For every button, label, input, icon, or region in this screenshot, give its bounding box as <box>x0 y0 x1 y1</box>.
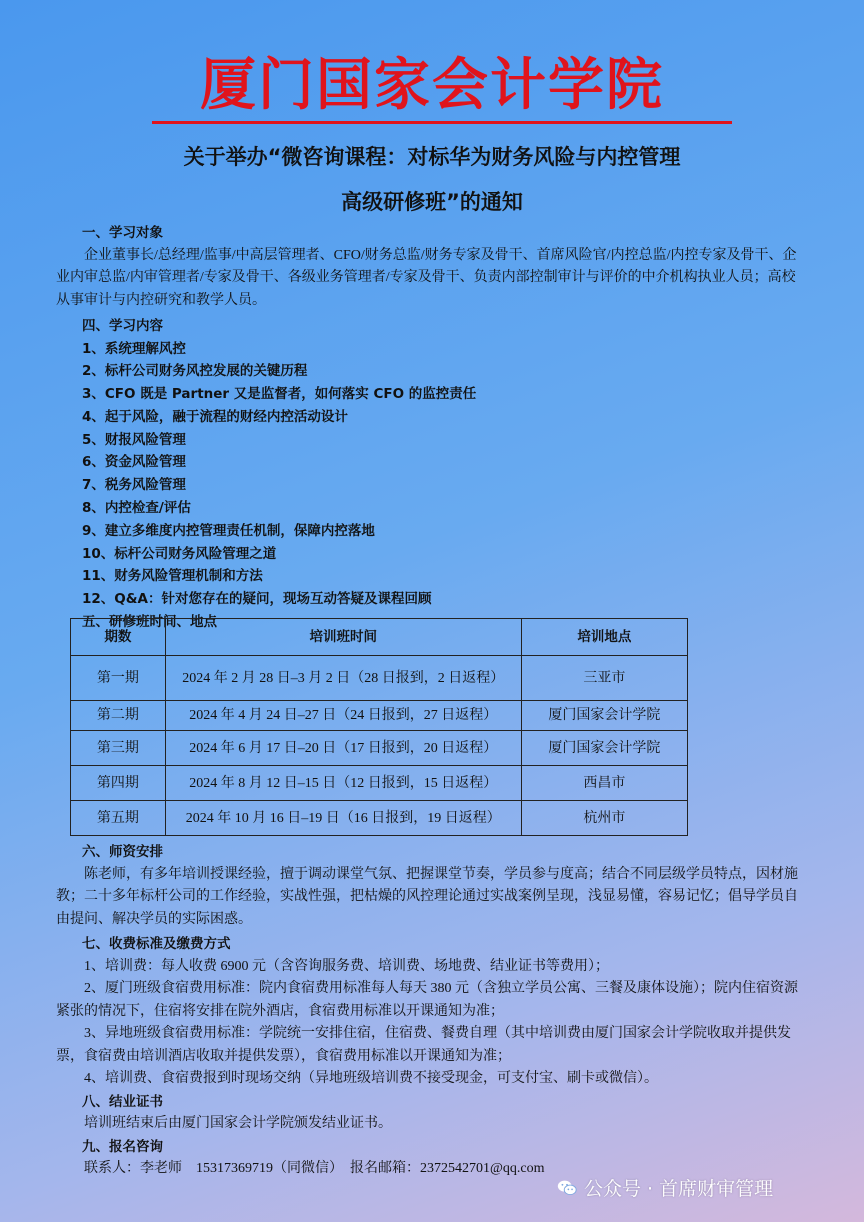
section-heading-registration: 九、报名咨询 <box>82 1138 163 1155</box>
section-heading-certificate: 八、结业证书 <box>82 1093 163 1110</box>
column-header: 期数 <box>71 619 166 656</box>
table-row <box>71 731 688 766</box>
location-cell: 西昌市 <box>521 766 687 801</box>
instructor-text: 陈老师，有多年培训授课经验，擅于调动课堂气氛、把握课堂节奏，学员参与度高；结合不同层级学员特点，因材施教；二十多年标杆公司的工作经验，实战性强，把枯燥的风控理论通过实战案例呈现，浅显易懂，容易记忆；倡导学员自由提问、解决学员的实际困惑。 <box>56 866 798 927</box>
certificate-text: 培训班结束后由厦门国家会计学院颁发结业证书。 <box>84 1116 392 1131</box>
list-item: 9、建立多维度内控管理责任机制，保障内控落地 <box>82 522 375 539</box>
list-item: 1、系统理解风控 <box>82 340 186 357</box>
list-item: 7、税务风险管理 <box>82 477 186 494</box>
list-item: 5、财报风险管理 <box>82 431 186 448</box>
location-cell: 厦门国家会计学院 <box>521 731 687 766</box>
title-divider <box>152 121 732 124</box>
course-content-list <box>56 338 808 612</box>
location-cell: 三亚市 <box>521 656 687 701</box>
table-row <box>71 766 688 801</box>
contact-text: 联系人：李老师 15317369719（同微信） 报名邮箱：2372542701@qq.com <box>84 1161 545 1176</box>
list-item: 10、标杆公司财务风险管理之道 <box>82 545 277 562</box>
table-row <box>71 801 688 836</box>
list-item: 8、内控检查/评估 <box>82 500 191 517</box>
session-cell: 第一期 <box>71 656 166 701</box>
location-cell: 杭州市 <box>521 801 687 836</box>
notice-body-upper <box>56 222 808 634</box>
location-cell: 厦门国家会计学院 <box>521 701 687 731</box>
notice-title-line2: 高级研修班”的通知 <box>341 190 523 214</box>
table-row <box>71 701 688 731</box>
fee-item: 2、厦门班级食宿费用标准：院内食宿费用标准每人每天 380 元（含独立学员公寓、三餐及康体设施）；院内住宿资源紧张的情况下，住宿将安排在院外酒店，食宿费用标准以开课通知为准； <box>56 981 798 1019</box>
dates-cell: 2024 年 8 月 12 日–15 日（12 日报到，15 日返程） <box>165 766 521 801</box>
section-heading-instructor: 六、师资安排 <box>82 844 163 860</box>
list-item: 6、资金风险管理 <box>82 454 186 471</box>
watermark <box>556 1175 846 1203</box>
session-cell: 第五期 <box>71 801 166 836</box>
fee-item: 1、培训费：每人收费 6900 元（含咨询服务费、培训费、场地费、结业证书等费用）； <box>84 958 609 974</box>
notice-body-lower <box>56 841 808 1181</box>
session-cell: 第四期 <box>71 766 166 801</box>
section-heading-audience: 一、学习对象 <box>82 225 163 241</box>
column-header: 培训地点 <box>521 619 687 656</box>
audience-text: 企业董事长/总经理/监事/中高层管理者、CFO/财务总监/财务专家及骨干、首席风险官/内控总监/内控专家及骨干、企业内审总监/内审管理者/专家及骨干、各级业务管理者/专家及骨干、负责内部控制审计与评价的中介机构执业人员；高校从事审计与内控研究和教学人员。 <box>56 247 797 308</box>
section-heading-content: 四、学习内容 <box>82 318 163 334</box>
list-item: 11、财务风险管理机制和方法 <box>82 568 263 585</box>
page-title: 厦门国家会计学院 <box>200 52 664 118</box>
dates-cell: 2024 年 2 月 28 日–3 月 2 日（28 日报到，2 日返程） <box>165 656 521 701</box>
section-heading-schedule: 五、研修班时间、地点 <box>82 614 217 631</box>
session-cell: 第二期 <box>71 701 166 731</box>
notice-title-line1: 关于举办“微咨询课程：对标华为财务风险与内控管理 <box>183 145 681 169</box>
dates-cell: 2024 年 4 月 24 日–27 日（24 日报到，27 日返程） <box>165 701 521 731</box>
table-row <box>71 656 688 701</box>
table-header-row <box>71 619 688 656</box>
dates-cell: 2024 年 6 月 17 日–20 日（17 日报到，20 日返程） <box>165 731 521 766</box>
schedule-table <box>70 618 688 836</box>
fee-item: 4、培训费、食宿费报到时现场交纳（异地班级培训费不接受现金，可支付宝、刷卡或微信）。 <box>84 1071 658 1086</box>
list-item: 2、标杆公司财务风控发展的关键历程 <box>82 363 308 380</box>
dates-cell: 2024 年 10 月 16 日–19 日（16 日报到，19 日返程） <box>165 801 521 836</box>
session-cell: 第三期 <box>71 731 166 766</box>
fee-item: 3、异地班级食宿费用标准：学院统一安排住宿，住宿费、餐费自理（其中培训费由厦门国家会计学院收取并提供发票，食宿费由培训酒店收取并提供发票），食宿费用标准以开课通知为准； <box>56 1026 791 1064</box>
watermark-text: 公众号 · 首席财审管理 <box>584 1178 774 1200</box>
section-heading-fees: 七、收费标准及缴费方式 <box>82 936 231 952</box>
list-item: 12、Q&A：针对您存在的疑问，现场互动答疑及课程回顾 <box>82 591 432 608</box>
list-item: 4、起于风险，融于流程的财经内控活动设计 <box>82 408 348 425</box>
wechat-icon <box>556 1177 578 1199</box>
column-header: 培训班时间 <box>165 619 521 656</box>
list-item: 3、CFO 既是 Partner 又是监督者，如何落实 CFO 的监控责任 <box>82 386 477 403</box>
